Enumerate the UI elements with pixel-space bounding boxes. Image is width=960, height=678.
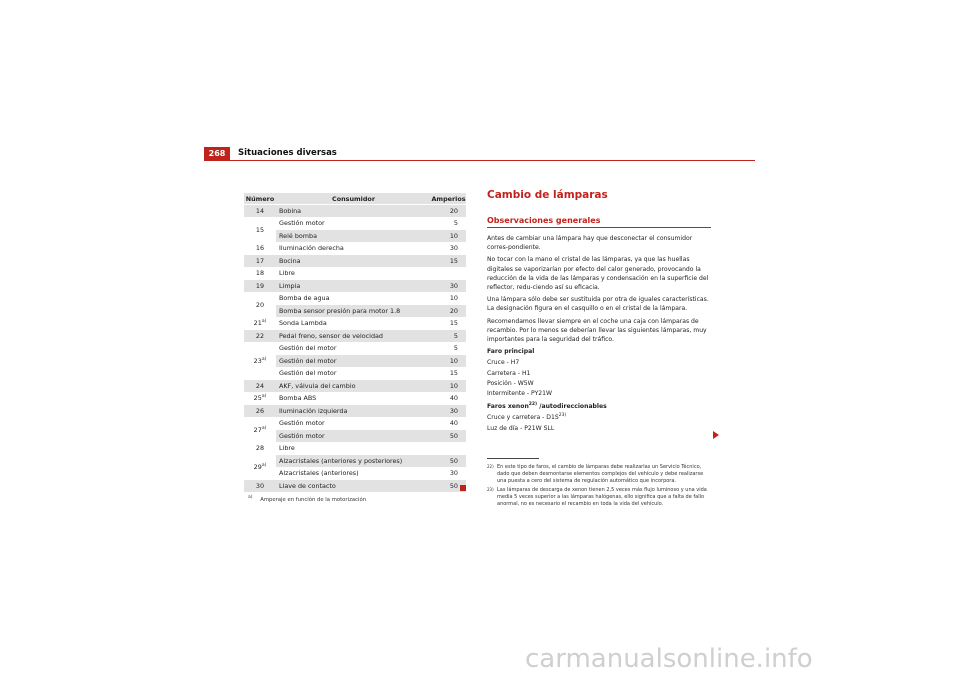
subsection-header (487, 216, 711, 228)
table-row (244, 230, 466, 243)
fuse-number-text: 14 (255, 206, 265, 215)
subsection-title: Observaciones generales (487, 216, 601, 225)
lamp-item: Carretera - H1 (487, 369, 531, 377)
table-row (244, 467, 466, 480)
fuse-consumer: Bocina (276, 255, 431, 268)
fuse-consumer: Gestión del motor (276, 355, 431, 368)
table-row (244, 417, 466, 430)
table-header-row (244, 193, 466, 205)
lamp-item (487, 413, 711, 422)
fuse-number-text: 30 (255, 481, 265, 490)
fuse-number-text: 19 (255, 281, 265, 290)
fuse-number (244, 442, 276, 455)
paragraph: Antes de cambiar una lámpara hay que desconectar el consumidor corres-pondiente. (487, 235, 693, 252)
fuse-number (244, 330, 276, 343)
fuse-number-text: 15 (255, 225, 265, 234)
fuse-number-text: 29 (253, 463, 262, 471)
table-row (244, 267, 466, 280)
watermark: carmanualsonline.info (525, 644, 813, 674)
table-row (244, 217, 466, 230)
table-row (244, 455, 466, 468)
fuse-number-text: 18 (255, 269, 265, 278)
page-number: 268 (204, 147, 230, 160)
table-row (244, 280, 466, 293)
fuse-consumer: Limpia (276, 280, 431, 293)
fuse-consumer: Bomba de agua (276, 292, 431, 305)
fuse-number-text: 27 (253, 425, 262, 434)
xenon-heading (487, 402, 711, 411)
table-row (244, 380, 466, 393)
fuse-amps: 10 (431, 355, 466, 368)
table-row (244, 292, 466, 305)
fuse-amps: 40 (431, 417, 466, 430)
fuse-amps: 20 (431, 305, 466, 318)
fuse-number (244, 342, 276, 380)
fuse-consumer: Bobina (276, 205, 431, 218)
footnote-ref: a) (261, 462, 267, 468)
fuse-amps: 20 (431, 205, 466, 218)
fuse-amps: 10 (431, 292, 466, 305)
table-footnote-mark: a) (248, 495, 253, 501)
fuse-number (244, 292, 276, 317)
table-row (244, 430, 466, 443)
fuse-amps: 10 (431, 230, 466, 243)
footnote (487, 487, 712, 509)
paragraph: Recomendamos llevar siempre en el coche una caja con lámparas de recambio. Por lo menos se deberían llevar las siguientes lámparas, muy importantes para la seguridad del tráfico. (487, 317, 707, 344)
lamp-item: Intermitente - PY21W (487, 390, 553, 398)
table-row (244, 355, 466, 368)
fuse-amps: 5 (431, 342, 466, 355)
fuse-number (244, 267, 276, 280)
page-header (204, 147, 755, 161)
fuse-number-text: 21 (253, 319, 262, 328)
fuse-amps: 50 (431, 455, 466, 468)
footnote-mark: 23) (487, 486, 494, 492)
col-header-number: Número (245, 194, 275, 203)
table-row (244, 255, 466, 268)
footnote-ref: a) (261, 356, 267, 362)
fuse-number-text: 23 (253, 356, 262, 365)
fuse-number (244, 317, 276, 330)
fuse-consumer: Libre (276, 442, 431, 455)
table-row (244, 330, 466, 343)
fuse-consumer: Iluminación derecha (276, 242, 431, 255)
col-header-consumer: Consumidor (276, 193, 431, 205)
fuse-number (244, 255, 276, 268)
fuse-number (244, 205, 276, 218)
lamp-item-text: Cruce y carretera - D1S (487, 414, 559, 422)
fuse-amps: 30 (431, 467, 466, 480)
paragraph: No tocar con la mano el cristal de las lámparas, ya que las huellas digitales se vaporizarían por efecto del calor generado, provocando la reducción de la vida de las lámparas y condensación en la superficie del reflector, redu-ciendo así su eficacia. (487, 256, 709, 292)
fuse-amps: 40 (431, 392, 466, 405)
fuse-consumer: AKF, válvula del cambio (276, 380, 431, 393)
fuse-amps: 10 (431, 380, 466, 393)
fuse-amps: 5 (431, 217, 466, 230)
fuse-consumer: Alzacristales (anteriores y posteriores) (276, 455, 431, 468)
fuse-number (244, 280, 276, 293)
fuse-consumer: Bomba ABS (276, 392, 431, 405)
footnote-rule (487, 458, 539, 459)
fuse-amps: 50 (431, 430, 466, 443)
fuse-number (244, 405, 276, 418)
fuse-amps: 5 (431, 330, 466, 343)
footnote-ref: a) (261, 394, 267, 400)
page-title: Situaciones diversas (238, 148, 337, 158)
fuse-number-text: 22 (255, 331, 265, 340)
body-text (487, 234, 711, 433)
header-rule (204, 160, 755, 161)
table-row (244, 367, 466, 380)
right-column (487, 188, 711, 434)
lamp-item: Luz de día - P21W SLL (487, 424, 555, 432)
footnote-ref: 22) (528, 402, 538, 408)
table-row (244, 305, 466, 318)
fuse-consumer: Gestión del motor (276, 342, 431, 355)
fuse-amps: 15 (431, 255, 466, 268)
table-row (244, 342, 466, 355)
fuse-number (244, 455, 276, 480)
next-page-arrow-icon (713, 431, 719, 439)
footnote-ref: 23) (558, 413, 567, 419)
fuse-number-text: 16 (255, 244, 265, 253)
fuse-number (244, 392, 276, 405)
fuse-consumer: Relé bomba (276, 230, 431, 243)
fuse-consumer: Gestión motor (276, 430, 431, 443)
fuse-number-text: 26 (255, 406, 265, 415)
fuse-number (244, 242, 276, 255)
fuse-consumer: Gestión del motor (276, 367, 431, 380)
fuse-amps (431, 442, 466, 455)
fuse-amps (431, 267, 466, 280)
fuse-amps: 15 (431, 367, 466, 380)
table-row (244, 205, 466, 218)
table-row (244, 392, 466, 405)
fuse-number (244, 217, 276, 242)
fuse-number-text: 24 (255, 381, 265, 390)
lamp-item: Posición - W5W (487, 379, 534, 387)
table-row (244, 242, 466, 255)
table-footnote (248, 497, 366, 503)
fuse-consumer: Iluminación izquierda (276, 405, 431, 418)
fuse-table (244, 193, 466, 493)
table-row (244, 317, 466, 330)
footnote-ref: a) (261, 425, 267, 431)
xenon-heading-text: Faros xenon (487, 403, 529, 411)
footnote-ref: a) (261, 319, 267, 325)
footnote-text: Las lámparas de descarga de xenon tienen 2,5 veces más flujo luminoso y una vida media 5 veces superior a las lámparas halógenas, ello significa que a falta de fallo anormal, no es necesario el recambio en toda la vida del vehículo. (497, 486, 707, 508)
xenon-heading-suffix: /autodireccionables (537, 403, 607, 411)
paragraph: Una lámpara sólo debe ser sustituida por otra de iguales características. La designación figura en el casquillo o en el cristal de la lámpara. (487, 296, 709, 313)
fuse-consumer: Sonda Lambda (276, 317, 431, 330)
col-header-amps: Amperios (431, 194, 466, 203)
fuse-consumer: Gestión motor (276, 217, 431, 230)
fuse-number-text: 28 (255, 444, 265, 453)
fuse-number (244, 417, 276, 442)
lamp-item: Cruce - H7 (487, 359, 520, 367)
fuse-amps: 30 (431, 280, 466, 293)
fuse-number-text: 25 (253, 394, 262, 403)
section-title: Cambio de lámparas (487, 189, 608, 201)
fuse-consumer: Alzacristales (anteriores) (276, 467, 431, 480)
footnote (487, 464, 712, 486)
fuse-consumer: Pedal freno, sensor de velocidad (276, 330, 431, 343)
fuse-consumer: Bomba sensor presión para motor 1.8 (276, 305, 431, 318)
faro-principal-heading: Faro principal (487, 348, 535, 356)
end-square-icon (460, 485, 466, 491)
fuse-amps: 15 (431, 317, 466, 330)
table-footnote-text: Amperaje en función de la motorización (260, 497, 367, 503)
fuse-amps: 50 (431, 480, 466, 493)
fuse-consumer: Llave de contacto (276, 480, 431, 493)
fuse-number (244, 380, 276, 393)
fuse-amps: 30 (431, 242, 466, 255)
fuse-consumer: Gestión motor (276, 417, 431, 430)
table-row (244, 405, 466, 418)
footnotes (487, 464, 712, 509)
fuse-table-body (244, 205, 466, 493)
footnote-text: En este tipo de faros, el cambio de lámparas debe realizarlas un Servicio Técnico, dado que deben desmontarse elementos complejos del vehículo y debe realizarse una puesta a cero del sistema de regulación automático que incorpora. (497, 464, 704, 485)
table-row (244, 442, 466, 455)
fuse-consumer: Libre (276, 267, 431, 280)
fuse-number-text: 17 (255, 256, 265, 265)
footnote-mark: 22) (487, 464, 494, 469)
fuse-number (244, 480, 276, 493)
fuse-number-text: 20 (255, 300, 265, 309)
table-row (244, 480, 466, 493)
fuse-amps: 30 (431, 405, 466, 418)
